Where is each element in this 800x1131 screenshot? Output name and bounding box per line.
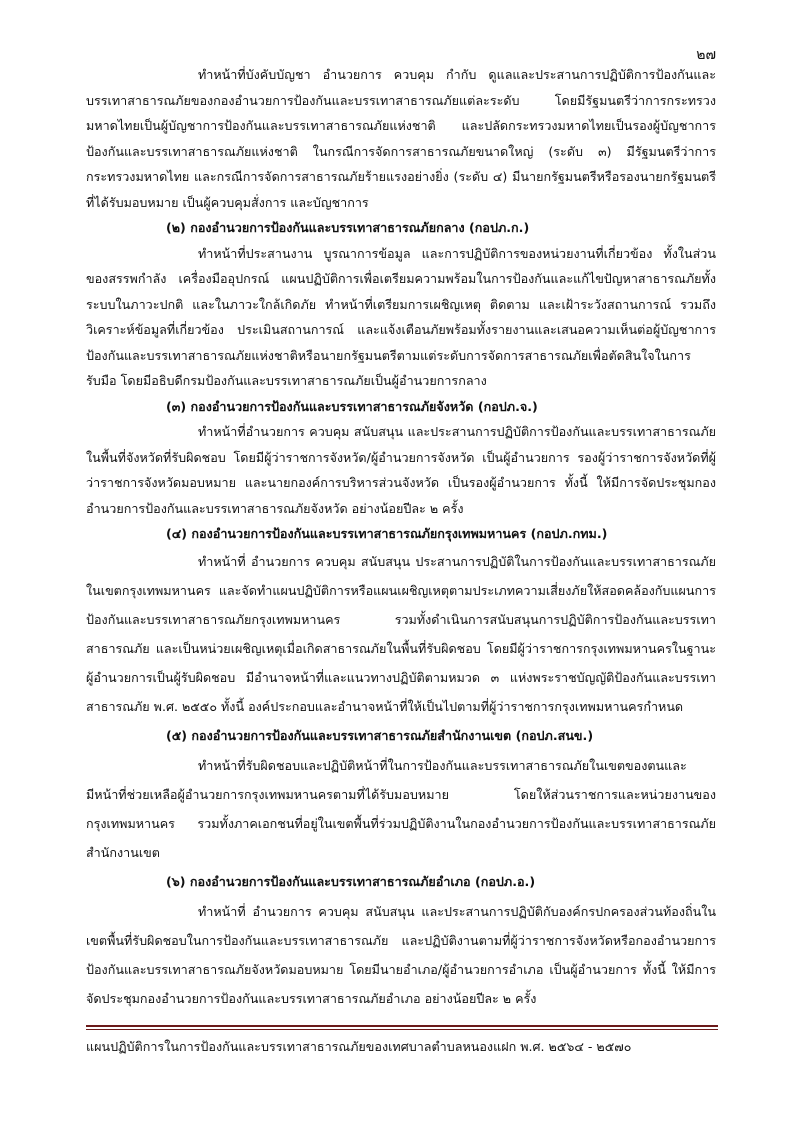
paragraph-district-office-command: ทำหน้าที่รับผิดชอบและปฏิบัติหน้าที่ในการป้องกันและบรรเทาสาธารณภัยในเขตของตนและมีหน้าที่ช่วยเหลือผู้อำนวยการกรุงเทพมหานครตามที่ได้รับมอบหมาย โดยให้ส่วนราชการและหน่วยงานของกรุงเทพมหานคร รวมทั้งภาคเอกชนที่อยู่ในเขตพื้นที่ร่วมปฏิบัติงานในกองอำนวยการป้องกันและบรรเทาสาธารณภัยสำนักงานเขต [86,757,716,860]
footer-rule [86,1025,718,1027]
document-body [86,62,716,1013]
paragraph-central-command: ทำหน้าที่ประสานงาน บูรณาการข้อมูล และการปฏิบัติการของหน่วยงานที่เกี่ยวข้อง ทั้งในส่วนของสรรพกำลัง เครื่องมืออุปกรณ์ แผนปฏิบัติการเพื่อเตรียมความพร้อมในการป้องกันและแก้ไขปัญหาสาธารณภัยทั้งระบบในภาวะปกติ และในภาวะใกล้เกิดภัย ทำหน้าที่เตรียมการเผชิญเหตุ ติดตาม และเฝ้าระวังสถานการณ์ รวมถึงวิเคราะห์ข้อมูลที่เกี่ยวข้อง ประเมินสถานการณ์ และแจ้งเตือนภัยพร้อมทั้งรายงานและเสนอความเห็นต่อผู้บัญชาการป้องกันและบรรเทาสาธารณภัยแห่งชาติหรือนายกรัฐมนตรีตามแต่ระดับการจัดการสาธารณภัยเพื่อตัดสินใจในการรับมือ โดยมีอธิบดีกรมป้องกันและบรรเทาสาธารณภัยเป็นผู้อำนวยการกลาง [86,245,716,388]
heading-provincial-command: (๓) กองอำนวยการป้องกันและบรรเทาสาธารณภัยจังหวัด (กอปภ.จ.) [166,398,538,414]
paragraph-provincial-command: ทำหน้าที่อำนวยการ ควบคุม สนับสนุน และประสานการปฏิบัติการป้องกันและบรรเทาสาธารณภัยในพื้นที่จังหวัดที่รับผิดชอบ โดยมีผู้ว่าราชการจังหวัด/ผู้อำนวยการจังหวัด เป็นผู้อำนวยการ รองผู้ว่าราชการจังหวัดที่ผู้ว่าราชการจังหวัดมอบหมาย และนายกองค์การบริหารส่วนจังหวัด เป็นรองผู้อำนวยการ ทั้งนี้ ให้มีการจัดประชุมกองอำนวยการป้องกันและบรรเทาสาธารณภัยจังหวัด อย่างน้อยปีละ ๒ ครั้ง [86,424,716,516]
heading-amphoe-command: (๖) กองอำนวยการป้องกันและบรรเทาสาธารณภัยอำเภอ (กอปภ.อ.) [166,873,536,889]
heading-district-office-command: (๕) กองอำนวยการป้องกันและบรรเทาสาธารณภัยสำนักงานเขต (กอปภ.สนข.) [166,727,594,743]
paragraph-amphoe-command: ทำหน้าที่ อำนวยการ ควบคุม สนับสนุน และประสานการปฏิบัติกับองค์กรปกครองส่วนท้องถิ่นในเขตพื้นที่รับผิดชอบในการป้องกันและบรรเทาสาธารณภัย และปฏิบัติงานตามที่ผู้ว่าราชการจังหวัดหรือกองอำนวยการป้องกันและบรรเทาสาธารณภัยจังหวัดมอบหมาย โดยมีนายอำเภอ/ผู้อำนวยการอำเภอ เป็นผู้อำนวยการ ทั้งนี้ ให้มีการจัดประชุมกองอำนวยการป้องกันและบรรเทาสาธารณภัยอำเภอ อย่างน้อยปีละ ๒ ครั้ง [86,903,716,1006]
page-number: ๒๗ [696,47,716,63]
heading-central-command: (๒) กองอำนวยการป้องกันและบรรเทาสาธารณภัยกลาง (กอปภ.ก.) [166,220,530,235]
paragraph-bangkok-command: ทำหน้าที่ อำนวยการ ควบคุม สนับสนุน ประสานการปฏิบัติในการป้องกันและบรรเทาสาธารณภัยในเขตกรุงเทพมหานคร และจัดทำแผนปฏิบัติการหรือแผนเผชิญเหตุตามประเภทความเสี่ยงภัยให้สอดคล้องกับแผนการป้องกันและบรรเทาสาธารณภัยกรุงเทพมหานคร รวมทั้งดำเนินการสนับสนุนการปฏิบัติการป้องกันและบรรเทาสาธารณภัย และเป็นหน่วยเผชิญเหตุเมื่อเกิดสาธารณภัยในพื้นที่รับผิดชอบ โดยมีผู้ว่าราชการกรุงเทพมหานครในฐานะผู้อำนวยการเป็นผู้รับผิดชอบ มีอำนาจหน้าที่และแนวทางปฏิบัติตามหมวด ๓ แห่งพระราชบัญญัติป้องกันและบรรเทาสาธารณภัย พ.ศ. ๒๕๕๐ ทั้งนี้ องค์ประกอบและอำนาจหน้าที่ให้เป็นไปตามที่ผู้ว่าราชการกรุงเทพมหานครกำหนด [86,553,716,714]
footer-rule-thin [86,1029,718,1030]
heading-bangkok-command: (๔) กองอำนวยการป้องกันและบรรเทาสาธารณภัยกรุงเทพมหานคร (กอปภ.กทม.) [166,526,608,541]
footer-text: แผนปฏิบัติการในการป้องกันและบรรเทาสาธารณภัยของเทศบาลตำบลหนองแฝก พ.ศ. ๒๕๖๔ - ๒๕๗๐ [86,1039,632,1054]
paragraph-command-authority: ทำหน้าที่บังคับบัญชา อำนวยการ ควบคุม กำกับ ดูแลและประสานการปฏิบัติการป้องกันและบรรเทาสาธารณภัยของกองอำนวยการป้องกันและบรรเทาสาธารณภัยแต่ละระดับ โดยมีรัฐมนตรีว่าการกระทรวงมหาดไทยเป็นผู้บัญชาการป้องกันและบรรเทาสาธารณภัยแห่งชาติ และปลัดกระทรวงมหาดไทยเป็นรองผู้บัญชาการป้องกันและบรรเทาสาธารณภัยแห่งชาติ ในกรณีการจัดการสาธารณภัยขนาดใหญ่ (ระดับ ๓) มีรัฐมนตรีว่าการกระทรวงมหาดไทย และกรณีการจัดการสาธารณภัยร้ายแรงอย่างยิ่ง (ระดับ ๔) มีนายกรัฐมนตรีหรือรองนายกรัฐมนตรีที่ได้รับมอบหมาย เป็นผู้ควบคุมสั่งการ และบัญชาการ [86,67,716,210]
